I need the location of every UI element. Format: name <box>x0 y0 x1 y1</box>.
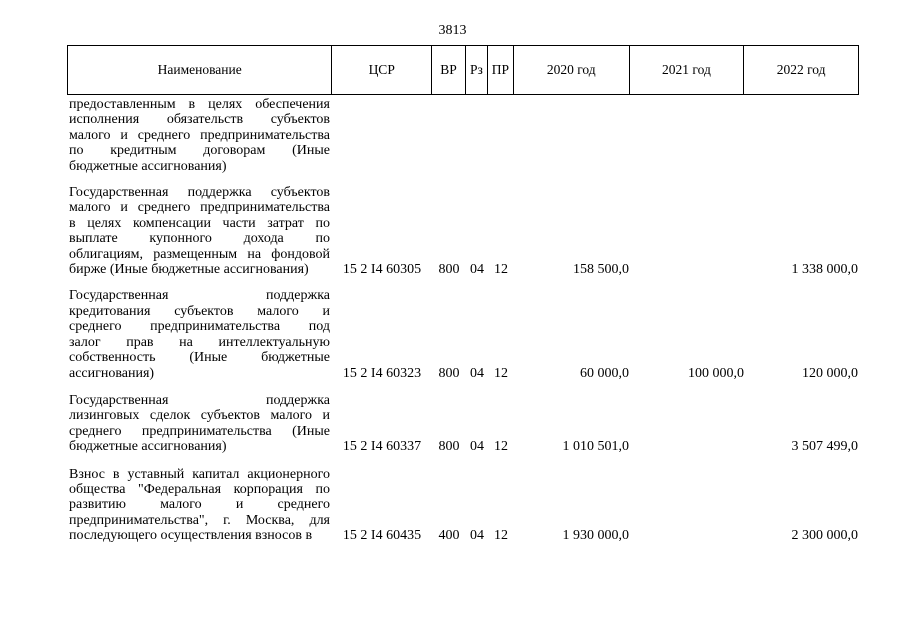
row-name-line: Взнос в уставный капитал акционерного <box>69 466 330 482</box>
row-pr: 12 <box>494 439 508 455</box>
row-name-line: бюджетные ассигнования) <box>69 439 227 455</box>
table-header-row <box>67 45 859 95</box>
row-name-line: малого и среднего предпринимательства <box>69 127 330 143</box>
row-name-line: Государственная поддержка субъектов <box>69 185 330 201</box>
row-amount-2021: 100 000,0 <box>688 365 744 381</box>
row-csr: 15 2 I4 60337 <box>342 439 422 455</box>
table-body <box>67 97 859 544</box>
row-name <box>67 467 332 544</box>
row-name-line: малого и среднего предпринимательства <box>69 200 330 216</box>
row-csr: 15 2 I4 60305 <box>342 262 422 278</box>
row-name-line: предоставленным в целях обеспечения <box>69 97 330 112</box>
row-vr: 800 <box>438 262 460 278</box>
row-vr: 400 <box>438 528 460 544</box>
budget-table <box>67 45 859 544</box>
table-row <box>67 467 859 544</box>
row-rz: 04 <box>470 365 484 381</box>
header-csr: ЦСР <box>332 46 432 94</box>
row-name-line: кредитования субъектов малого и <box>69 303 330 319</box>
row-name-line: по кредитным договорам (Иные <box>69 143 330 159</box>
row-amount-2022: 2 300 000,0 <box>791 528 858 544</box>
row-name <box>67 97 332 174</box>
row-amount-2020: 1 930 000,0 <box>562 528 629 544</box>
row-amount-2020: 1 010 501,0 <box>562 439 629 455</box>
row-name <box>67 185 332 277</box>
row-csr: 15 2 I4 60435 <box>342 528 422 544</box>
row-name-line: бюджетные ассигнования) <box>69 158 227 174</box>
row-amount-2020: 158 500,0 <box>573 262 629 278</box>
row-name-line: облигациям, размещенным на фондовой <box>69 246 330 262</box>
row-name-line: лизинговых сделок субъектов малого и <box>69 408 330 424</box>
row-name-line: среднего предпринимательства (Иные <box>69 423 330 439</box>
row-amount-2022: 120 000,0 <box>802 365 858 381</box>
table-row <box>67 288 859 380</box>
row-name-line: Государственная поддержка <box>69 288 330 304</box>
header-vr: ВР <box>432 46 466 94</box>
row-amount-2020: 60 000,0 <box>580 365 629 381</box>
row-name <box>67 288 332 380</box>
table-row <box>67 97 859 174</box>
row-pr: 12 <box>494 365 508 381</box>
row-rz: 04 <box>470 439 484 455</box>
row-name-line: среднего предпринимательства под <box>69 319 330 335</box>
row-vr: 800 <box>438 439 460 455</box>
header-2021: 2021 год <box>630 46 745 94</box>
row-name <box>67 393 332 455</box>
row-name-line: развитию малого и среднего <box>69 497 330 513</box>
row-name-line: исполнения обязательств субъектов <box>69 112 330 128</box>
row-name-line: бирже (Иные бюджетные ассигнования) <box>69 262 309 278</box>
row-pr: 12 <box>494 528 508 544</box>
row-rz: 04 <box>470 528 484 544</box>
row-name-line: последующего осуществления взносов в <box>69 528 313 544</box>
header-pr: ПР <box>488 46 514 94</box>
header-2020: 2020 год <box>514 46 630 94</box>
row-name-line: собственность (Иные бюджетные <box>69 350 330 366</box>
header-rz: Рз <box>466 46 488 94</box>
table-row <box>67 185 859 277</box>
row-amount-2022: 1 338 000,0 <box>791 262 858 278</box>
row-rz: 04 <box>470 262 484 278</box>
row-name-line: Государственная поддержка <box>69 392 330 408</box>
row-name-line: общества "Федеральная корпорация по <box>69 481 330 497</box>
page-number: 3813 <box>438 23 467 38</box>
header-2022: 2022 год <box>776 62 826 77</box>
row-amount-2022: 3 507 499,0 <box>791 439 858 455</box>
row-vr: 800 <box>438 365 460 381</box>
row-csr: 15 2 I4 60323 <box>342 365 422 381</box>
row-name-line: залог прав на интеллектуальную <box>69 334 330 350</box>
row-name-line: ассигнования) <box>69 365 155 381</box>
table-row <box>67 393 859 455</box>
row-name-line: предпринимательства", г. Москва, для <box>69 512 330 528</box>
row-name-line: в целях компенсации части затрат по <box>69 215 330 231</box>
row-name-line: выплате купонного дохода по <box>69 231 330 247</box>
row-pr: 12 <box>494 262 508 278</box>
header-name: Наименование <box>68 46 332 94</box>
